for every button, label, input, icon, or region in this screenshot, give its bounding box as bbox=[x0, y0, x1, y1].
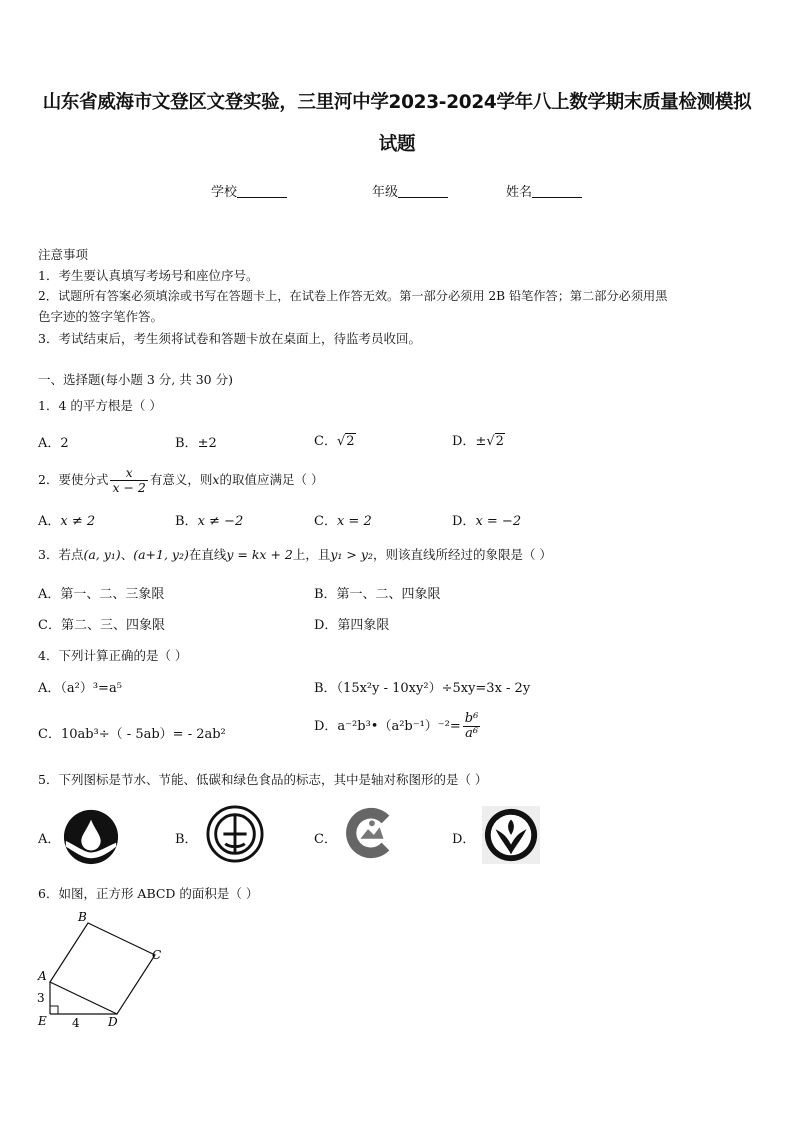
vertex-label-b: B bbox=[78, 910, 87, 924]
q5-option-d-label[interactable]: D． bbox=[452, 832, 476, 847]
square-abcd-figure bbox=[30, 905, 170, 1030]
water-saving-logo-icon[interactable] bbox=[62, 808, 120, 866]
q1-option-b[interactable]: B．±2 bbox=[175, 436, 217, 451]
q1-stem: 1．4 的平方根是（ ） bbox=[38, 398, 162, 413]
q4-option-a[interactable]: A．（a²）³=a⁵ bbox=[38, 681, 122, 696]
q2-option-a[interactable]: A．x ≠ 2 bbox=[38, 514, 96, 529]
low-carbon-logo-icon[interactable] bbox=[341, 804, 399, 862]
vertex-label-c: C bbox=[152, 948, 162, 962]
q2-option-b[interactable]: B．x ≠ −2 bbox=[175, 514, 244, 529]
q3-option-b[interactable]: B．第一、二、四象限 bbox=[314, 587, 441, 602]
school-field bbox=[211, 181, 287, 200]
vertex-label-e: E bbox=[38, 1014, 47, 1028]
q1-option-a[interactable]: A．2 bbox=[38, 436, 69, 451]
q2-option-c[interactable]: C．x = 2 bbox=[314, 514, 372, 529]
school-blank[interactable] bbox=[237, 183, 287, 198]
notice-item-2b: 色字迹的签字笔作答。 bbox=[38, 309, 164, 324]
q4-option-b[interactable]: B．（15x²y - 10xy²）÷5xy=3x - 2y bbox=[314, 681, 531, 696]
sqrt-symbol: √2 bbox=[486, 434, 504, 449]
q4-d-fraction: $\frac{\text{b⁶}}{\text{a⁶}}$ bbox=[464, 711, 479, 741]
q4-option-d[interactable]: D．a⁻²b³•（a²b⁻¹）⁻²= $\frac{\text{b⁶}}{\text{a⁶}}$ bbox=[314, 711, 479, 741]
exam-title-line2: 试题 bbox=[378, 134, 416, 155]
name-label: 姓名 bbox=[506, 185, 533, 200]
notice-item-3: 3．考试结束后，考生须将试卷和答题卡放在桌面上，待监考员收回。 bbox=[38, 331, 421, 346]
q3-stem: 3．若点(a, y₁)、(a+1, y₂)在直线y = kx + 2上，且y₁ > y₂，则该直线所经过的象限是（ ） bbox=[38, 547, 552, 562]
length-label-ed: 4 bbox=[72, 1016, 80, 1030]
q4-stem: 4．下列计算正确的是（ ） bbox=[38, 648, 188, 663]
notice-item-1: 1．考生要认真填写考场号和座位序号。 bbox=[38, 268, 259, 283]
exam-title-line1: 山东省威海市文登区文登实验，三里河中学2023-2024学年八上数学期末质量检测模拟 bbox=[42, 92, 752, 113]
q4-option-c[interactable]: C．10ab³÷（ - 5ab）= - 2ab² bbox=[38, 727, 226, 742]
grade-blank[interactable] bbox=[398, 183, 448, 198]
notice-heading: 注意事项 bbox=[38, 247, 89, 262]
q2-stem: 2．要使分式 $\frac{x}{x - 2}$ 有意义，则x的取值应满足（ ） bbox=[38, 465, 324, 495]
q6-stem: 6．如图，正方形 ABCD 的面积是（ ） bbox=[38, 886, 259, 901]
q2-fraction: $\frac{x}{x - 2}$ bbox=[112, 465, 146, 495]
vertex-label-a: A bbox=[38, 969, 47, 983]
name-field bbox=[506, 181, 582, 200]
name-blank[interactable] bbox=[532, 183, 582, 198]
school-label: 学校 bbox=[211, 185, 238, 200]
q1-option-c[interactable]: C．√2 bbox=[314, 434, 355, 449]
energy-saving-logo-icon[interactable] bbox=[206, 805, 264, 863]
q1-option-d[interactable]: D．±√2 bbox=[452, 434, 504, 449]
q5-option-a-label[interactable]: A． bbox=[38, 832, 61, 847]
grade-field bbox=[372, 181, 448, 200]
q5-option-c-label[interactable]: C． bbox=[314, 832, 337, 847]
q5-stem: 5．下列图标是节水、节能、低碳和绿色食品的标志，其中是轴对称图形的是（ ） bbox=[38, 772, 488, 787]
q2-option-d[interactable]: D．x = −2 bbox=[452, 514, 522, 529]
section1-heading: 一、选择题(每小题 3 分, 共 30 分) bbox=[38, 372, 233, 387]
length-label-ae: 3 bbox=[37, 991, 45, 1005]
notice-item-2a: 2．试题所有答案必须填涂或书写在答题卡上，在试卷上作答无效。第一部分必须用 2B 铅笔作答；第二部分必须用黑 bbox=[38, 289, 668, 303]
right-angle-mark bbox=[50, 1006, 58, 1014]
square-abcd bbox=[50, 923, 155, 1014]
q3-option-a[interactable]: A．第一、二、三象限 bbox=[38, 587, 165, 602]
q3-option-d[interactable]: D．第四象限 bbox=[314, 618, 390, 633]
q3-option-c[interactable]: C．第二、三、四象限 bbox=[38, 618, 165, 633]
q5-option-b-label[interactable]: B． bbox=[175, 832, 198, 847]
vertex-label-d: D bbox=[108, 1015, 118, 1029]
grade-label: 年级 bbox=[372, 185, 399, 200]
green-food-logo-icon[interactable] bbox=[482, 806, 540, 864]
sqrt-symbol: √2 bbox=[336, 434, 355, 449]
